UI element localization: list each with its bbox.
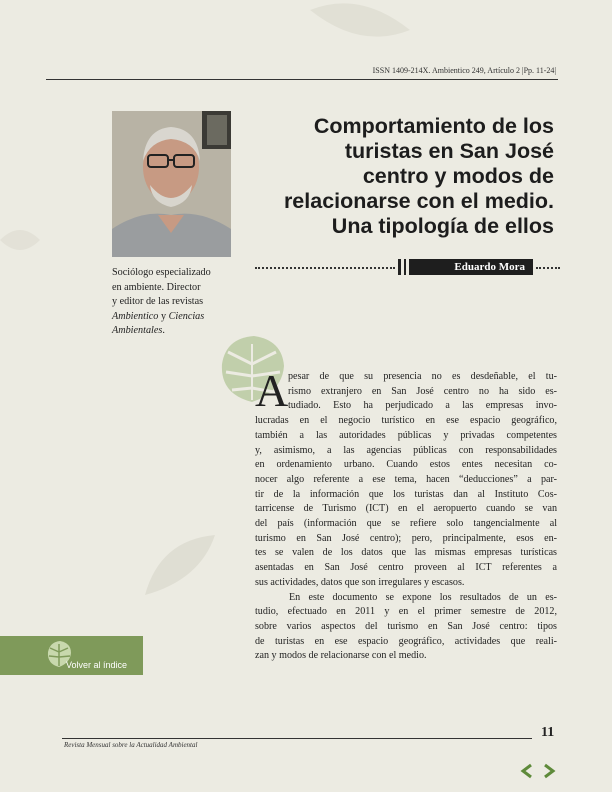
author-bar <box>255 259 560 275</box>
body-line: de turistas en ese espacio geográfico, actividades que reali- <box>255 635 557 647</box>
body-line: tudio, efectuado en 2011 y en el primer semestre de 2012, <box>255 606 557 618</box>
dotted-rule <box>255 267 395 269</box>
title-line: turistas en San José <box>344 139 554 163</box>
title-line: centro y modos de <box>362 164 554 188</box>
bio-line: Sociólogo especializado <box>112 267 211 278</box>
body-line: del país (información que se refiere solo tangencialmente al <box>255 518 557 530</box>
body-line: pesar de que su presencia no es desdeñable, el tu- <box>288 371 557 382</box>
footer-divider <box>62 738 532 739</box>
bio-line: en ambiente. Director <box>112 281 201 293</box>
title-line: Una tipología de ellos <box>331 214 554 238</box>
back-to-index-label: Volver al índice <box>66 660 128 670</box>
journal-name: Ciencias <box>168 310 205 322</box>
bio-line: y editor de las revistas <box>112 296 204 308</box>
header-divider <box>46 79 558 80</box>
bio-line <box>112 310 272 325</box>
body-line: lucradas en el negocio turístico en ese espacio geográfico, <box>255 415 557 427</box>
body-line: también a las autoridades públicas y privadas competentes <box>255 429 557 441</box>
issn-header: ISSN 1409-214X. Ambientico 249, Artículo 2 |Pp. 11-24| <box>372 66 556 75</box>
body-line: nocer algo referente a ese tema, hacen “deducciones” a par- <box>255 473 557 485</box>
article-body <box>255 365 557 664</box>
background-leaf-icon <box>300 0 420 60</box>
author-bio <box>112 266 272 339</box>
background-leaf-icon <box>140 530 220 600</box>
body-line: En este documento se expone los resultados de un es- <box>289 591 557 603</box>
back-to-index-button[interactable] <box>0 636 143 675</box>
chevron-left-icon[interactable] <box>518 762 536 780</box>
body-line: sus actividades, datos que son irregulares y escasos. <box>255 576 465 588</box>
chevron-right-icon[interactable] <box>540 762 558 780</box>
bar-divider <box>404 259 406 275</box>
author-portrait-illustration <box>112 111 231 257</box>
article-title <box>234 114 554 239</box>
bio-connector: y <box>158 310 169 322</box>
background-leaf-icon <box>0 220 40 260</box>
journal-name: Ambientico <box>112 310 159 322</box>
title-line: relacionarse con el medio. <box>283 189 554 213</box>
dotted-rule <box>536 267 560 269</box>
author-photo <box>112 111 231 257</box>
bar-divider <box>398 259 401 275</box>
body-line: sobre varios aspectos del turismo en San José centro: tipos <box>255 620 557 632</box>
drop-cap: A <box>255 365 289 416</box>
body-line: tir de la información que los turistas dan al Instituto Cos- <box>255 488 557 500</box>
body-line: rismo extranjero en San José centro no ha sido es- <box>288 385 557 397</box>
title-line: Comportamiento de los <box>313 114 554 138</box>
author-name: Eduardo Mora <box>409 259 533 275</box>
body-line: tudiado. Esto ha perjudicado a las empresas invo- <box>288 400 557 412</box>
journal-name: Ambientales <box>112 325 163 337</box>
body-line: tarricense de Turismo (ICT) en el aeropuerto cuando se van <box>255 503 557 515</box>
body-line: en ordenamiento urbano. Cuando estos entes necesitan co- <box>255 459 557 471</box>
body-line: asentadas en San José centro proveen al ICT referentes a <box>255 562 557 574</box>
page-number: 11 <box>541 725 555 740</box>
bio-period: . <box>162 325 165 337</box>
body-line: zan y modos de relacionarse con el medio. <box>255 650 427 662</box>
journal-footer: Revista Mensual sobre la Actualidad Ambiental <box>64 741 198 749</box>
body-line: y, asimismo, a las agencias públicas con responsabilidades <box>255 444 557 456</box>
body-line: turismo en San José centro); pero, principalmente, esos en- <box>255 532 557 544</box>
body-line: tes se valen de los datos que las mismas empresas turísticas <box>255 547 557 559</box>
